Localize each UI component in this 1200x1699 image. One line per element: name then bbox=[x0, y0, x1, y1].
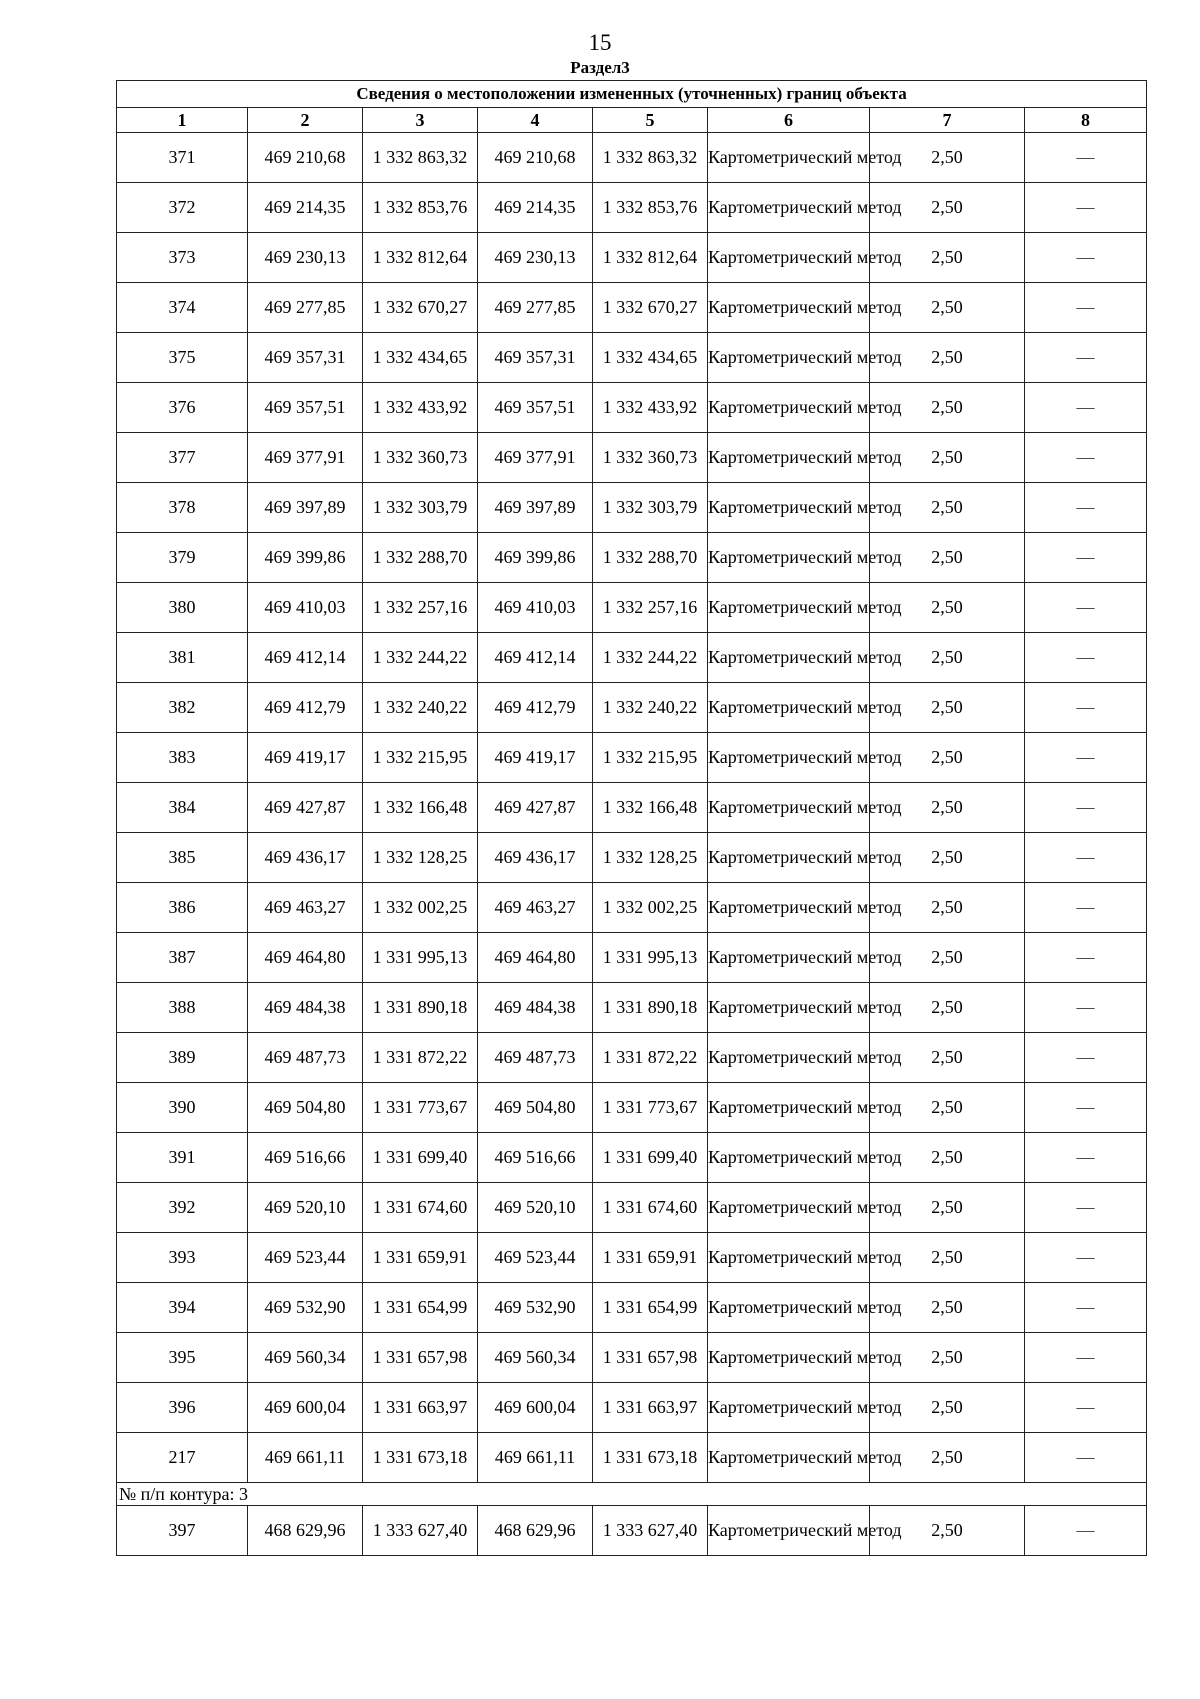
old-x-cell: 469 357,31 bbox=[248, 333, 363, 383]
precision-cell: 2,50 bbox=[870, 533, 1025, 583]
new-y-cell: 1 332 215,95 bbox=[593, 733, 708, 783]
description-cell: — bbox=[1025, 1233, 1147, 1283]
old-x-cell: 469 214,35 bbox=[248, 183, 363, 233]
new-y-cell: 1 332 288,70 bbox=[593, 533, 708, 583]
description-cell: — bbox=[1025, 283, 1147, 333]
point-number-cell: 374 bbox=[117, 283, 248, 333]
method-cell: Картометрический метод bbox=[708, 433, 870, 483]
precision-cell: 2,50 bbox=[870, 483, 1025, 533]
precision-cell: 2,50 bbox=[870, 1383, 1025, 1433]
description-cell: — bbox=[1025, 1333, 1147, 1383]
precision-cell: 2,50 bbox=[870, 1506, 1025, 1556]
old-y-cell: 1 332 360,73 bbox=[363, 433, 478, 483]
point-number-cell: 377 bbox=[117, 433, 248, 483]
table-row bbox=[117, 133, 1147, 183]
old-x-cell: 469 412,14 bbox=[248, 633, 363, 683]
precision-cell: 2,50 bbox=[870, 1133, 1025, 1183]
old-y-cell: 1 332 812,64 bbox=[363, 233, 478, 283]
old-y-cell: 1 331 890,18 bbox=[363, 983, 478, 1033]
new-x-cell: 469 357,31 bbox=[478, 333, 593, 383]
point-number-cell: 385 bbox=[117, 833, 248, 883]
old-x-cell: 469 397,89 bbox=[248, 483, 363, 533]
method-cell: Картометрический метод bbox=[708, 583, 870, 633]
point-number-cell: 397 bbox=[117, 1506, 248, 1556]
new-x-cell: 469 397,89 bbox=[478, 483, 593, 533]
precision-cell: 2,50 bbox=[870, 1233, 1025, 1283]
new-x-cell: 469 520,10 bbox=[478, 1183, 593, 1233]
table-row bbox=[117, 983, 1147, 1033]
old-x-cell: 469 464,80 bbox=[248, 933, 363, 983]
precision-cell: 2,50 bbox=[870, 883, 1025, 933]
point-number-cell: 387 bbox=[117, 933, 248, 983]
new-x-cell: 469 230,13 bbox=[478, 233, 593, 283]
method-cell: Картометрический метод bbox=[708, 533, 870, 583]
old-y-cell: 1 331 673,18 bbox=[363, 1433, 478, 1483]
new-y-cell: 1 331 872,22 bbox=[593, 1033, 708, 1083]
precision-cell: 2,50 bbox=[870, 933, 1025, 983]
method-cell: Картометрический метод bbox=[708, 1183, 870, 1233]
table-row bbox=[117, 533, 1147, 583]
method-cell: Картометрический метод bbox=[708, 1383, 870, 1433]
table-caption: Сведения о местоположении измененных (уточненных) границ объекта bbox=[117, 81, 1147, 108]
old-x-cell: 469 520,10 bbox=[248, 1183, 363, 1233]
description-cell: — bbox=[1025, 1183, 1147, 1233]
old-y-cell: 1 332 670,27 bbox=[363, 283, 478, 333]
table-row bbox=[117, 483, 1147, 533]
column-number: 6 bbox=[708, 108, 870, 133]
table-row bbox=[117, 233, 1147, 283]
point-number-cell: 382 bbox=[117, 683, 248, 733]
new-x-cell: 469 410,03 bbox=[478, 583, 593, 633]
new-y-cell: 1 332 166,48 bbox=[593, 783, 708, 833]
table-row bbox=[117, 633, 1147, 683]
table-row bbox=[117, 1083, 1147, 1133]
table-row bbox=[117, 1506, 1147, 1556]
precision-cell: 2,50 bbox=[870, 1283, 1025, 1333]
new-y-cell: 1 331 657,98 bbox=[593, 1333, 708, 1383]
new-x-cell: 469 377,91 bbox=[478, 433, 593, 483]
precision-cell: 2,50 bbox=[870, 233, 1025, 283]
new-y-cell: 1 331 674,60 bbox=[593, 1183, 708, 1233]
old-x-cell: 469 210,68 bbox=[248, 133, 363, 183]
new-x-cell: 469 504,80 bbox=[478, 1083, 593, 1133]
table-row bbox=[117, 283, 1147, 333]
precision-cell: 2,50 bbox=[870, 433, 1025, 483]
page-number: 15 bbox=[588, 30, 612, 55]
old-y-cell: 1 332 863,32 bbox=[363, 133, 478, 183]
column-number-row bbox=[117, 108, 1147, 133]
new-y-cell: 1 332 240,22 bbox=[593, 683, 708, 733]
new-x-cell: 469 661,11 bbox=[478, 1433, 593, 1483]
description-cell: — bbox=[1025, 333, 1147, 383]
old-x-cell: 469 487,73 bbox=[248, 1033, 363, 1083]
table-row bbox=[117, 1283, 1147, 1333]
old-y-cell: 1 332 166,48 bbox=[363, 783, 478, 833]
precision-cell: 2,50 bbox=[870, 333, 1025, 383]
new-y-cell: 1 332 863,32 bbox=[593, 133, 708, 183]
old-x-cell: 469 277,85 bbox=[248, 283, 363, 333]
old-x-cell: 469 419,17 bbox=[248, 733, 363, 783]
old-x-cell: 469 484,38 bbox=[248, 983, 363, 1033]
method-cell: Картометрический метод bbox=[708, 1333, 870, 1383]
boundary-coordinates-table bbox=[116, 80, 1147, 1556]
precision-cell: 2,50 bbox=[870, 1333, 1025, 1383]
point-number-cell: 375 bbox=[117, 333, 248, 383]
point-number-cell: 383 bbox=[117, 733, 248, 783]
old-y-cell: 1 332 244,22 bbox=[363, 633, 478, 683]
new-y-cell: 1 332 257,16 bbox=[593, 583, 708, 633]
old-x-cell: 469 436,17 bbox=[248, 833, 363, 883]
method-cell: Картометрический метод bbox=[708, 1133, 870, 1183]
table-row bbox=[117, 1183, 1147, 1233]
method-cell: Картометрический метод bbox=[708, 733, 870, 783]
table-row bbox=[117, 783, 1147, 833]
description-cell: — bbox=[1025, 433, 1147, 483]
old-y-cell: 1 331 674,60 bbox=[363, 1183, 478, 1233]
precision-cell: 2,50 bbox=[870, 683, 1025, 733]
point-number-cell: 394 bbox=[117, 1283, 248, 1333]
old-x-cell: 469 661,11 bbox=[248, 1433, 363, 1483]
new-x-cell: 469 357,51 bbox=[478, 383, 593, 433]
old-y-cell: 1 332 434,65 bbox=[363, 333, 478, 383]
old-y-cell: 1 332 215,95 bbox=[363, 733, 478, 783]
method-cell: Картометрический метод bbox=[708, 1233, 870, 1283]
new-y-cell: 1 332 434,65 bbox=[593, 333, 708, 383]
old-x-cell: 469 230,13 bbox=[248, 233, 363, 283]
method-cell: Картометрический метод bbox=[708, 283, 870, 333]
method-cell: Картометрический метод bbox=[708, 1083, 870, 1133]
old-y-cell: 1 332 002,25 bbox=[363, 883, 478, 933]
old-y-cell: 1 331 699,40 bbox=[363, 1133, 478, 1183]
table-row bbox=[117, 1383, 1147, 1433]
description-cell: — bbox=[1025, 733, 1147, 783]
old-x-cell: 469 377,91 bbox=[248, 433, 363, 483]
point-number-cell: 386 bbox=[117, 883, 248, 933]
description-cell: — bbox=[1025, 1506, 1147, 1556]
new-y-cell: 1 331 773,67 bbox=[593, 1083, 708, 1133]
table-row bbox=[117, 883, 1147, 933]
old-y-cell: 1 332 853,76 bbox=[363, 183, 478, 233]
new-x-cell: 469 436,17 bbox=[478, 833, 593, 883]
new-y-cell: 1 331 673,18 bbox=[593, 1433, 708, 1483]
new-x-cell: 468 629,96 bbox=[478, 1506, 593, 1556]
new-y-cell: 1 331 654,99 bbox=[593, 1283, 708, 1333]
table-row bbox=[117, 1233, 1147, 1283]
method-cell: Картометрический метод bbox=[708, 1506, 870, 1556]
point-number-cell: 371 bbox=[117, 133, 248, 183]
table-row bbox=[117, 1033, 1147, 1083]
description-cell: — bbox=[1025, 683, 1147, 733]
precision-cell: 2,50 bbox=[870, 1433, 1025, 1483]
method-cell: Картометрический метод bbox=[708, 1433, 870, 1483]
description-cell: — bbox=[1025, 383, 1147, 433]
old-x-cell: 469 560,34 bbox=[248, 1333, 363, 1383]
new-y-cell: 1 332 433,92 bbox=[593, 383, 708, 433]
table-row bbox=[117, 1333, 1147, 1383]
old-x-cell: 469 412,79 bbox=[248, 683, 363, 733]
new-x-cell: 469 412,14 bbox=[478, 633, 593, 683]
description-cell: — bbox=[1025, 133, 1147, 183]
method-cell: Картометрический метод bbox=[708, 483, 870, 533]
description-cell: — bbox=[1025, 1433, 1147, 1483]
new-x-cell: 469 516,66 bbox=[478, 1133, 593, 1183]
table-row bbox=[117, 383, 1147, 433]
old-y-cell: 1 331 872,22 bbox=[363, 1033, 478, 1083]
new-y-cell: 1 332 002,25 bbox=[593, 883, 708, 933]
new-x-cell: 469 523,44 bbox=[478, 1233, 593, 1283]
new-y-cell: 1 331 663,97 bbox=[593, 1383, 708, 1433]
method-cell: Картометрический метод bbox=[708, 983, 870, 1033]
old-x-cell: 469 427,87 bbox=[248, 783, 363, 833]
new-y-cell: 1 332 670,27 bbox=[593, 283, 708, 333]
old-x-cell: 469 523,44 bbox=[248, 1233, 363, 1283]
column-number: 2 bbox=[248, 108, 363, 133]
description-cell: — bbox=[1025, 533, 1147, 583]
new-x-cell: 469 399,86 bbox=[478, 533, 593, 583]
point-number-cell: 384 bbox=[117, 783, 248, 833]
method-cell: Картометрический метод bbox=[708, 133, 870, 183]
old-x-cell: 469 504,80 bbox=[248, 1083, 363, 1133]
precision-cell: 2,50 bbox=[870, 633, 1025, 683]
description-cell: — bbox=[1025, 983, 1147, 1033]
table-caption-row bbox=[117, 81, 1147, 108]
old-y-cell: 1 331 773,67 bbox=[363, 1083, 478, 1133]
new-y-cell: 1 331 699,40 bbox=[593, 1133, 708, 1183]
table-row bbox=[117, 183, 1147, 233]
new-x-cell: 469 600,04 bbox=[478, 1383, 593, 1433]
method-cell: Картометрический метод bbox=[708, 183, 870, 233]
section-title: Раздел3 bbox=[570, 58, 630, 77]
method-cell: Картометрический метод bbox=[708, 883, 870, 933]
description-cell: — bbox=[1025, 483, 1147, 533]
new-y-cell: 1 332 812,64 bbox=[593, 233, 708, 283]
new-y-cell: 1 332 128,25 bbox=[593, 833, 708, 883]
table-row bbox=[117, 833, 1147, 883]
old-y-cell: 1 331 663,97 bbox=[363, 1383, 478, 1433]
point-number-cell: 392 bbox=[117, 1183, 248, 1233]
old-x-cell: 469 399,86 bbox=[248, 533, 363, 583]
old-y-cell: 1 332 303,79 bbox=[363, 483, 478, 533]
column-number: 3 bbox=[363, 108, 478, 133]
precision-cell: 2,50 bbox=[870, 1083, 1025, 1133]
point-number-cell: 391 bbox=[117, 1133, 248, 1183]
old-x-cell: 469 357,51 bbox=[248, 383, 363, 433]
method-cell: Картометрический метод bbox=[708, 833, 870, 883]
new-x-cell: 469 464,80 bbox=[478, 933, 593, 983]
precision-cell: 2,50 bbox=[870, 733, 1025, 783]
old-y-cell: 1 333 627,40 bbox=[363, 1506, 478, 1556]
description-cell: — bbox=[1025, 633, 1147, 683]
description-cell: — bbox=[1025, 1033, 1147, 1083]
old-x-cell: 469 463,27 bbox=[248, 883, 363, 933]
table-row bbox=[117, 683, 1147, 733]
new-x-cell: 469 532,90 bbox=[478, 1283, 593, 1333]
new-x-cell: 469 277,85 bbox=[478, 283, 593, 333]
contour-row bbox=[117, 1483, 1147, 1506]
precision-cell: 2,50 bbox=[870, 983, 1025, 1033]
old-y-cell: 1 332 433,92 bbox=[363, 383, 478, 433]
precision-cell: 2,50 bbox=[870, 283, 1025, 333]
old-x-cell: 469 516,66 bbox=[248, 1133, 363, 1183]
point-number-cell: 376 bbox=[117, 383, 248, 433]
old-x-cell: 469 532,90 bbox=[248, 1283, 363, 1333]
contour-label: № п/п контура: 3 bbox=[117, 1483, 1147, 1506]
precision-cell: 2,50 bbox=[870, 183, 1025, 233]
method-cell: Картометрический метод bbox=[708, 683, 870, 733]
table-row bbox=[117, 333, 1147, 383]
description-cell: — bbox=[1025, 783, 1147, 833]
point-number-cell: 393 bbox=[117, 1233, 248, 1283]
new-y-cell: 1 331 995,13 bbox=[593, 933, 708, 983]
description-cell: — bbox=[1025, 933, 1147, 983]
column-number: 1 bbox=[117, 108, 248, 133]
method-cell: Картометрический метод bbox=[708, 1283, 870, 1333]
precision-cell: 2,50 bbox=[870, 383, 1025, 433]
description-cell: — bbox=[1025, 833, 1147, 883]
description-cell: — bbox=[1025, 183, 1147, 233]
old-y-cell: 1 331 654,99 bbox=[363, 1283, 478, 1333]
description-cell: — bbox=[1025, 1083, 1147, 1133]
method-cell: Картометрический метод bbox=[708, 333, 870, 383]
description-cell: — bbox=[1025, 883, 1147, 933]
precision-cell: 2,50 bbox=[870, 1033, 1025, 1083]
old-y-cell: 1 332 240,22 bbox=[363, 683, 478, 733]
new-y-cell: 1 333 627,40 bbox=[593, 1506, 708, 1556]
column-number: 7 bbox=[870, 108, 1025, 133]
point-number-cell: 381 bbox=[117, 633, 248, 683]
description-cell: — bbox=[1025, 583, 1147, 633]
new-y-cell: 1 332 853,76 bbox=[593, 183, 708, 233]
method-cell: Картометрический метод bbox=[708, 633, 870, 683]
table-row bbox=[117, 433, 1147, 483]
old-y-cell: 1 332 257,16 bbox=[363, 583, 478, 633]
table-row bbox=[117, 583, 1147, 633]
precision-cell: 2,50 bbox=[870, 133, 1025, 183]
description-cell: — bbox=[1025, 233, 1147, 283]
point-number-cell: 390 bbox=[117, 1083, 248, 1133]
column-number: 5 bbox=[593, 108, 708, 133]
new-y-cell: 1 332 244,22 bbox=[593, 633, 708, 683]
old-y-cell: 1 331 657,98 bbox=[363, 1333, 478, 1383]
description-cell: — bbox=[1025, 1133, 1147, 1183]
old-y-cell: 1 332 288,70 bbox=[363, 533, 478, 583]
new-x-cell: 469 210,68 bbox=[478, 133, 593, 183]
old-y-cell: 1 331 995,13 bbox=[363, 933, 478, 983]
description-cell: — bbox=[1025, 1283, 1147, 1333]
new-x-cell: 469 484,38 bbox=[478, 983, 593, 1033]
new-x-cell: 469 412,79 bbox=[478, 683, 593, 733]
description-cell: — bbox=[1025, 1383, 1147, 1433]
point-number-cell: 373 bbox=[117, 233, 248, 283]
old-x-cell: 468 629,96 bbox=[248, 1506, 363, 1556]
precision-cell: 2,50 bbox=[870, 1183, 1025, 1233]
old-x-cell: 469 410,03 bbox=[248, 583, 363, 633]
table-row bbox=[117, 733, 1147, 783]
new-x-cell: 469 487,73 bbox=[478, 1033, 593, 1083]
precision-cell: 2,50 bbox=[870, 783, 1025, 833]
point-number-cell: 379 bbox=[117, 533, 248, 583]
point-number-cell: 217 bbox=[117, 1433, 248, 1483]
new-y-cell: 1 332 303,79 bbox=[593, 483, 708, 533]
new-y-cell: 1 331 659,91 bbox=[593, 1233, 708, 1283]
old-y-cell: 1 331 659,91 bbox=[363, 1233, 478, 1283]
point-number-cell: 372 bbox=[117, 183, 248, 233]
method-cell: Картометрический метод bbox=[708, 933, 870, 983]
method-cell: Картометрический метод bbox=[708, 383, 870, 433]
new-y-cell: 1 332 360,73 bbox=[593, 433, 708, 483]
new-x-cell: 469 419,17 bbox=[478, 733, 593, 783]
method-cell: Картометрический метод bbox=[708, 233, 870, 283]
column-number: 4 bbox=[478, 108, 593, 133]
method-cell: Картометрический метод bbox=[708, 783, 870, 833]
new-x-cell: 469 560,34 bbox=[478, 1333, 593, 1383]
new-x-cell: 469 427,87 bbox=[478, 783, 593, 833]
column-number: 8 bbox=[1025, 108, 1147, 133]
point-number-cell: 396 bbox=[117, 1383, 248, 1433]
precision-cell: 2,50 bbox=[870, 833, 1025, 883]
table-row bbox=[117, 1433, 1147, 1483]
table-row bbox=[117, 1133, 1147, 1183]
old-y-cell: 1 332 128,25 bbox=[363, 833, 478, 883]
table-row bbox=[117, 933, 1147, 983]
point-number-cell: 380 bbox=[117, 583, 248, 633]
new-y-cell: 1 331 890,18 bbox=[593, 983, 708, 1033]
point-number-cell: 378 bbox=[117, 483, 248, 533]
point-number-cell: 395 bbox=[117, 1333, 248, 1383]
new-x-cell: 469 214,35 bbox=[478, 183, 593, 233]
method-cell: Картометрический метод bbox=[708, 1033, 870, 1083]
old-x-cell: 469 600,04 bbox=[248, 1383, 363, 1433]
point-number-cell: 389 bbox=[117, 1033, 248, 1083]
precision-cell: 2,50 bbox=[870, 583, 1025, 633]
point-number-cell: 388 bbox=[117, 983, 248, 1033]
new-x-cell: 469 463,27 bbox=[478, 883, 593, 933]
